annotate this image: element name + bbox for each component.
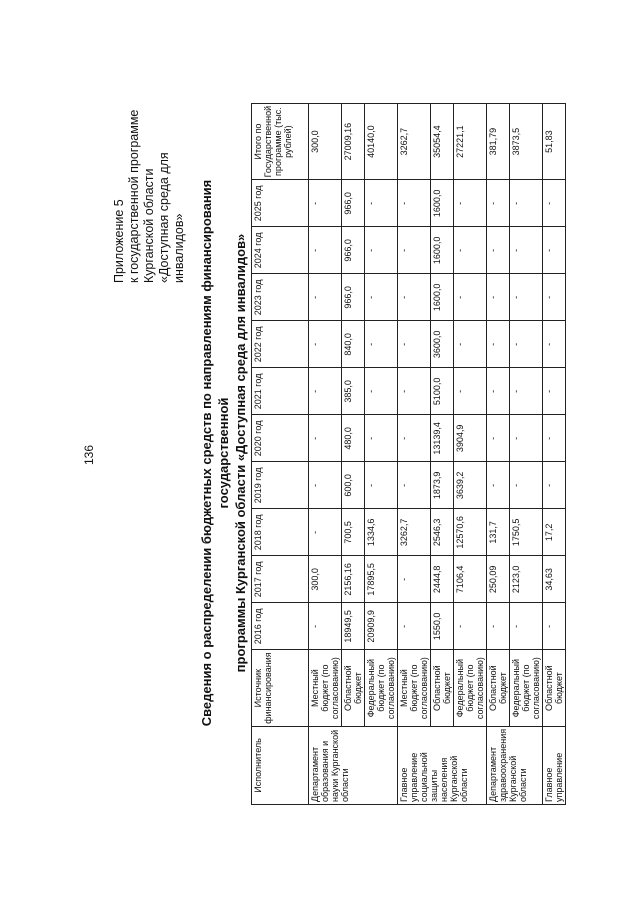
source-cell: Местный бюджет (по согласованию) [398, 650, 431, 726]
header-cell: 2022 год [252, 321, 309, 368]
value-cell: - [398, 180, 431, 227]
value-cell: - [365, 321, 398, 368]
value-cell: - [487, 274, 510, 321]
value-cell: - [454, 321, 487, 368]
value-cell: - [398, 556, 431, 603]
value-cell: - [365, 415, 398, 462]
appendix-note [112, 23, 187, 283]
value-cell: 27009,16 [342, 103, 365, 180]
value-cell: 3904,9 [454, 415, 487, 462]
value-cell: 17895,5 [365, 556, 398, 603]
value-cell: 51,83 [543, 103, 566, 180]
value-cell: 1600,0 [431, 227, 454, 274]
value-cell: - [510, 274, 543, 321]
table-row [543, 103, 566, 804]
value-cell: - [398, 415, 431, 462]
executor-cell: Департамент образования и науки Курганской области [309, 726, 398, 804]
source-cell: Федеральный бюджет (по согласованию) [454, 650, 487, 726]
value-cell: - [487, 603, 510, 650]
value-cell: 3600,0 [431, 321, 454, 368]
value-cell: - [454, 180, 487, 227]
header-cell: 2023 год [252, 274, 309, 321]
value-cell: 385,0 [342, 368, 365, 415]
header-cell: 2018 год [252, 509, 309, 556]
value-cell: - [454, 368, 487, 415]
value-cell: 1600,0 [431, 180, 454, 227]
value-cell: 18949,5 [342, 603, 365, 650]
value-cell: 2123,0 [510, 556, 543, 603]
value-cell: - [398, 274, 431, 321]
value-cell: 700,5 [342, 509, 365, 556]
value-cell: - [365, 368, 398, 415]
table-body [309, 103, 566, 804]
value-cell: - [487, 368, 510, 415]
value-cell: 1334,6 [365, 509, 398, 556]
value-cell: - [309, 415, 342, 462]
value-cell: 3873,5 [510, 103, 543, 180]
table-row [309, 103, 342, 804]
value-cell: - [510, 603, 543, 650]
value-cell: - [510, 180, 543, 227]
header-cell: 2016 год [252, 603, 309, 650]
executor-cell: Главное управление [543, 726, 566, 804]
table-row [365, 103, 398, 804]
header-cell: 2024 год [252, 227, 309, 274]
value-cell: - [309, 274, 342, 321]
value-cell: - [510, 415, 543, 462]
value-cell: 131,7 [487, 509, 510, 556]
value-cell: - [543, 603, 566, 650]
source-cell: Областной бюджет [431, 650, 454, 726]
value-cell: - [309, 180, 342, 227]
value-cell: 250,09 [487, 556, 510, 603]
value-cell: - [543, 227, 566, 274]
value-cell: 966,0 [342, 227, 365, 274]
header-cell: Итого по Государственной программе (тыс. рублей) [252, 103, 309, 180]
value-cell: - [543, 321, 566, 368]
value-cell: 1873,9 [431, 462, 454, 509]
budget-table [251, 103, 566, 805]
value-cell: - [309, 462, 342, 509]
source-cell: Областной бюджет [342, 650, 365, 726]
value-cell: - [543, 180, 566, 227]
source-cell: Областной бюджет [487, 650, 510, 726]
value-cell: 300,0 [309, 103, 342, 180]
value-cell: 35054,4 [431, 103, 454, 180]
appendix-line: Приложение 5 [112, 199, 126, 283]
value-cell: 3262,7 [398, 509, 431, 556]
value-cell: 1600,0 [431, 274, 454, 321]
value-cell: 3639,2 [454, 462, 487, 509]
value-cell: 7106,4 [454, 556, 487, 603]
header-cell: 2017 год [252, 556, 309, 603]
header-cell: 2019 год [252, 462, 309, 509]
source-cell: Местный бюджет (по согласованию) [309, 650, 342, 726]
header-cell: 2020 год [252, 415, 309, 462]
value-cell: 840,0 [342, 321, 365, 368]
value-cell: - [398, 227, 431, 274]
table-row [398, 103, 431, 804]
value-cell: - [510, 227, 543, 274]
appendix-line: к государственной программе [127, 109, 141, 283]
appendix-line: инвалидов» [172, 213, 186, 283]
value-cell: - [487, 321, 510, 368]
value-cell: 27221,1 [454, 103, 487, 180]
value-cell: 480,0 [342, 415, 365, 462]
value-cell: - [543, 368, 566, 415]
header-cell: 2025 год [252, 180, 309, 227]
value-cell: 12570,6 [454, 509, 487, 556]
value-cell: 966,0 [342, 274, 365, 321]
value-cell: 40140,0 [365, 103, 398, 180]
value-cell: - [543, 462, 566, 509]
header-cell: 2021 год [252, 368, 309, 415]
value-cell: 2444,8 [431, 556, 454, 603]
source-cell: Областной бюджет [543, 650, 566, 726]
value-cell: - [309, 368, 342, 415]
source-cell: Федеральный бюджет (по согласованию) [365, 650, 398, 726]
value-cell: - [487, 227, 510, 274]
value-cell: 20909,9 [365, 603, 398, 650]
value-cell: 2156,16 [342, 556, 365, 603]
value-cell: - [543, 415, 566, 462]
executor-cell: Департамент здравоохранения Курганской области [487, 726, 543, 804]
table-row [454, 103, 487, 804]
value-cell: - [309, 321, 342, 368]
table-row [510, 103, 543, 804]
value-cell: - [454, 274, 487, 321]
title-line: Сведения о распределении бюджетных средств по направлениям финансирования государственной [199, 179, 231, 727]
appendix-line: «Доступная среда для [157, 152, 171, 283]
header-cell: Источник финансирования [252, 650, 309, 726]
value-cell: - [309, 509, 342, 556]
value-cell: - [487, 462, 510, 509]
table-row [487, 103, 510, 804]
value-cell: - [398, 321, 431, 368]
value-cell: 966,0 [342, 180, 365, 227]
value-cell: - [454, 603, 487, 650]
value-cell: 381,79 [487, 103, 510, 180]
value-cell: 1550,0 [431, 603, 454, 650]
value-cell: - [543, 274, 566, 321]
table-row [431, 103, 454, 804]
value-cell: - [398, 603, 431, 650]
document-title [198, 133, 249, 773]
value-cell: 3262,7 [398, 103, 431, 180]
source-cell: Федеральный бюджет (по согласованию) [510, 650, 543, 726]
value-cell: - [309, 227, 342, 274]
value-cell: - [510, 368, 543, 415]
value-cell: - [365, 180, 398, 227]
value-cell: - [510, 321, 543, 368]
header-row [252, 103, 309, 804]
value-cell: - [398, 368, 431, 415]
value-cell: - [487, 415, 510, 462]
value-cell: 34,63 [543, 556, 566, 603]
header-cell: Исполнитель [252, 726, 309, 804]
executor-cell: Главное управление социальной защиты населения Курганской области [398, 726, 487, 804]
value-cell: 13139,4 [431, 415, 454, 462]
value-cell: - [365, 462, 398, 509]
value-cell: - [365, 227, 398, 274]
value-cell: - [487, 180, 510, 227]
value-cell: - [309, 603, 342, 650]
page-number: 136 [82, 444, 96, 465]
value-cell: 600,0 [342, 462, 365, 509]
value-cell: - [398, 462, 431, 509]
appendix-line: Курганской области [142, 168, 156, 283]
title-line: программы Курганской области «Доступная среда для инвалидов» [233, 233, 248, 673]
table-row [342, 103, 365, 804]
value-cell: 1750,5 [510, 509, 543, 556]
value-cell: - [510, 462, 543, 509]
value-cell: 5100,0 [431, 368, 454, 415]
value-cell: 17,2 [543, 509, 566, 556]
value-cell: - [365, 274, 398, 321]
value-cell: 300,0 [309, 556, 342, 603]
value-cell: - [454, 227, 487, 274]
value-cell: 2546,3 [431, 509, 454, 556]
